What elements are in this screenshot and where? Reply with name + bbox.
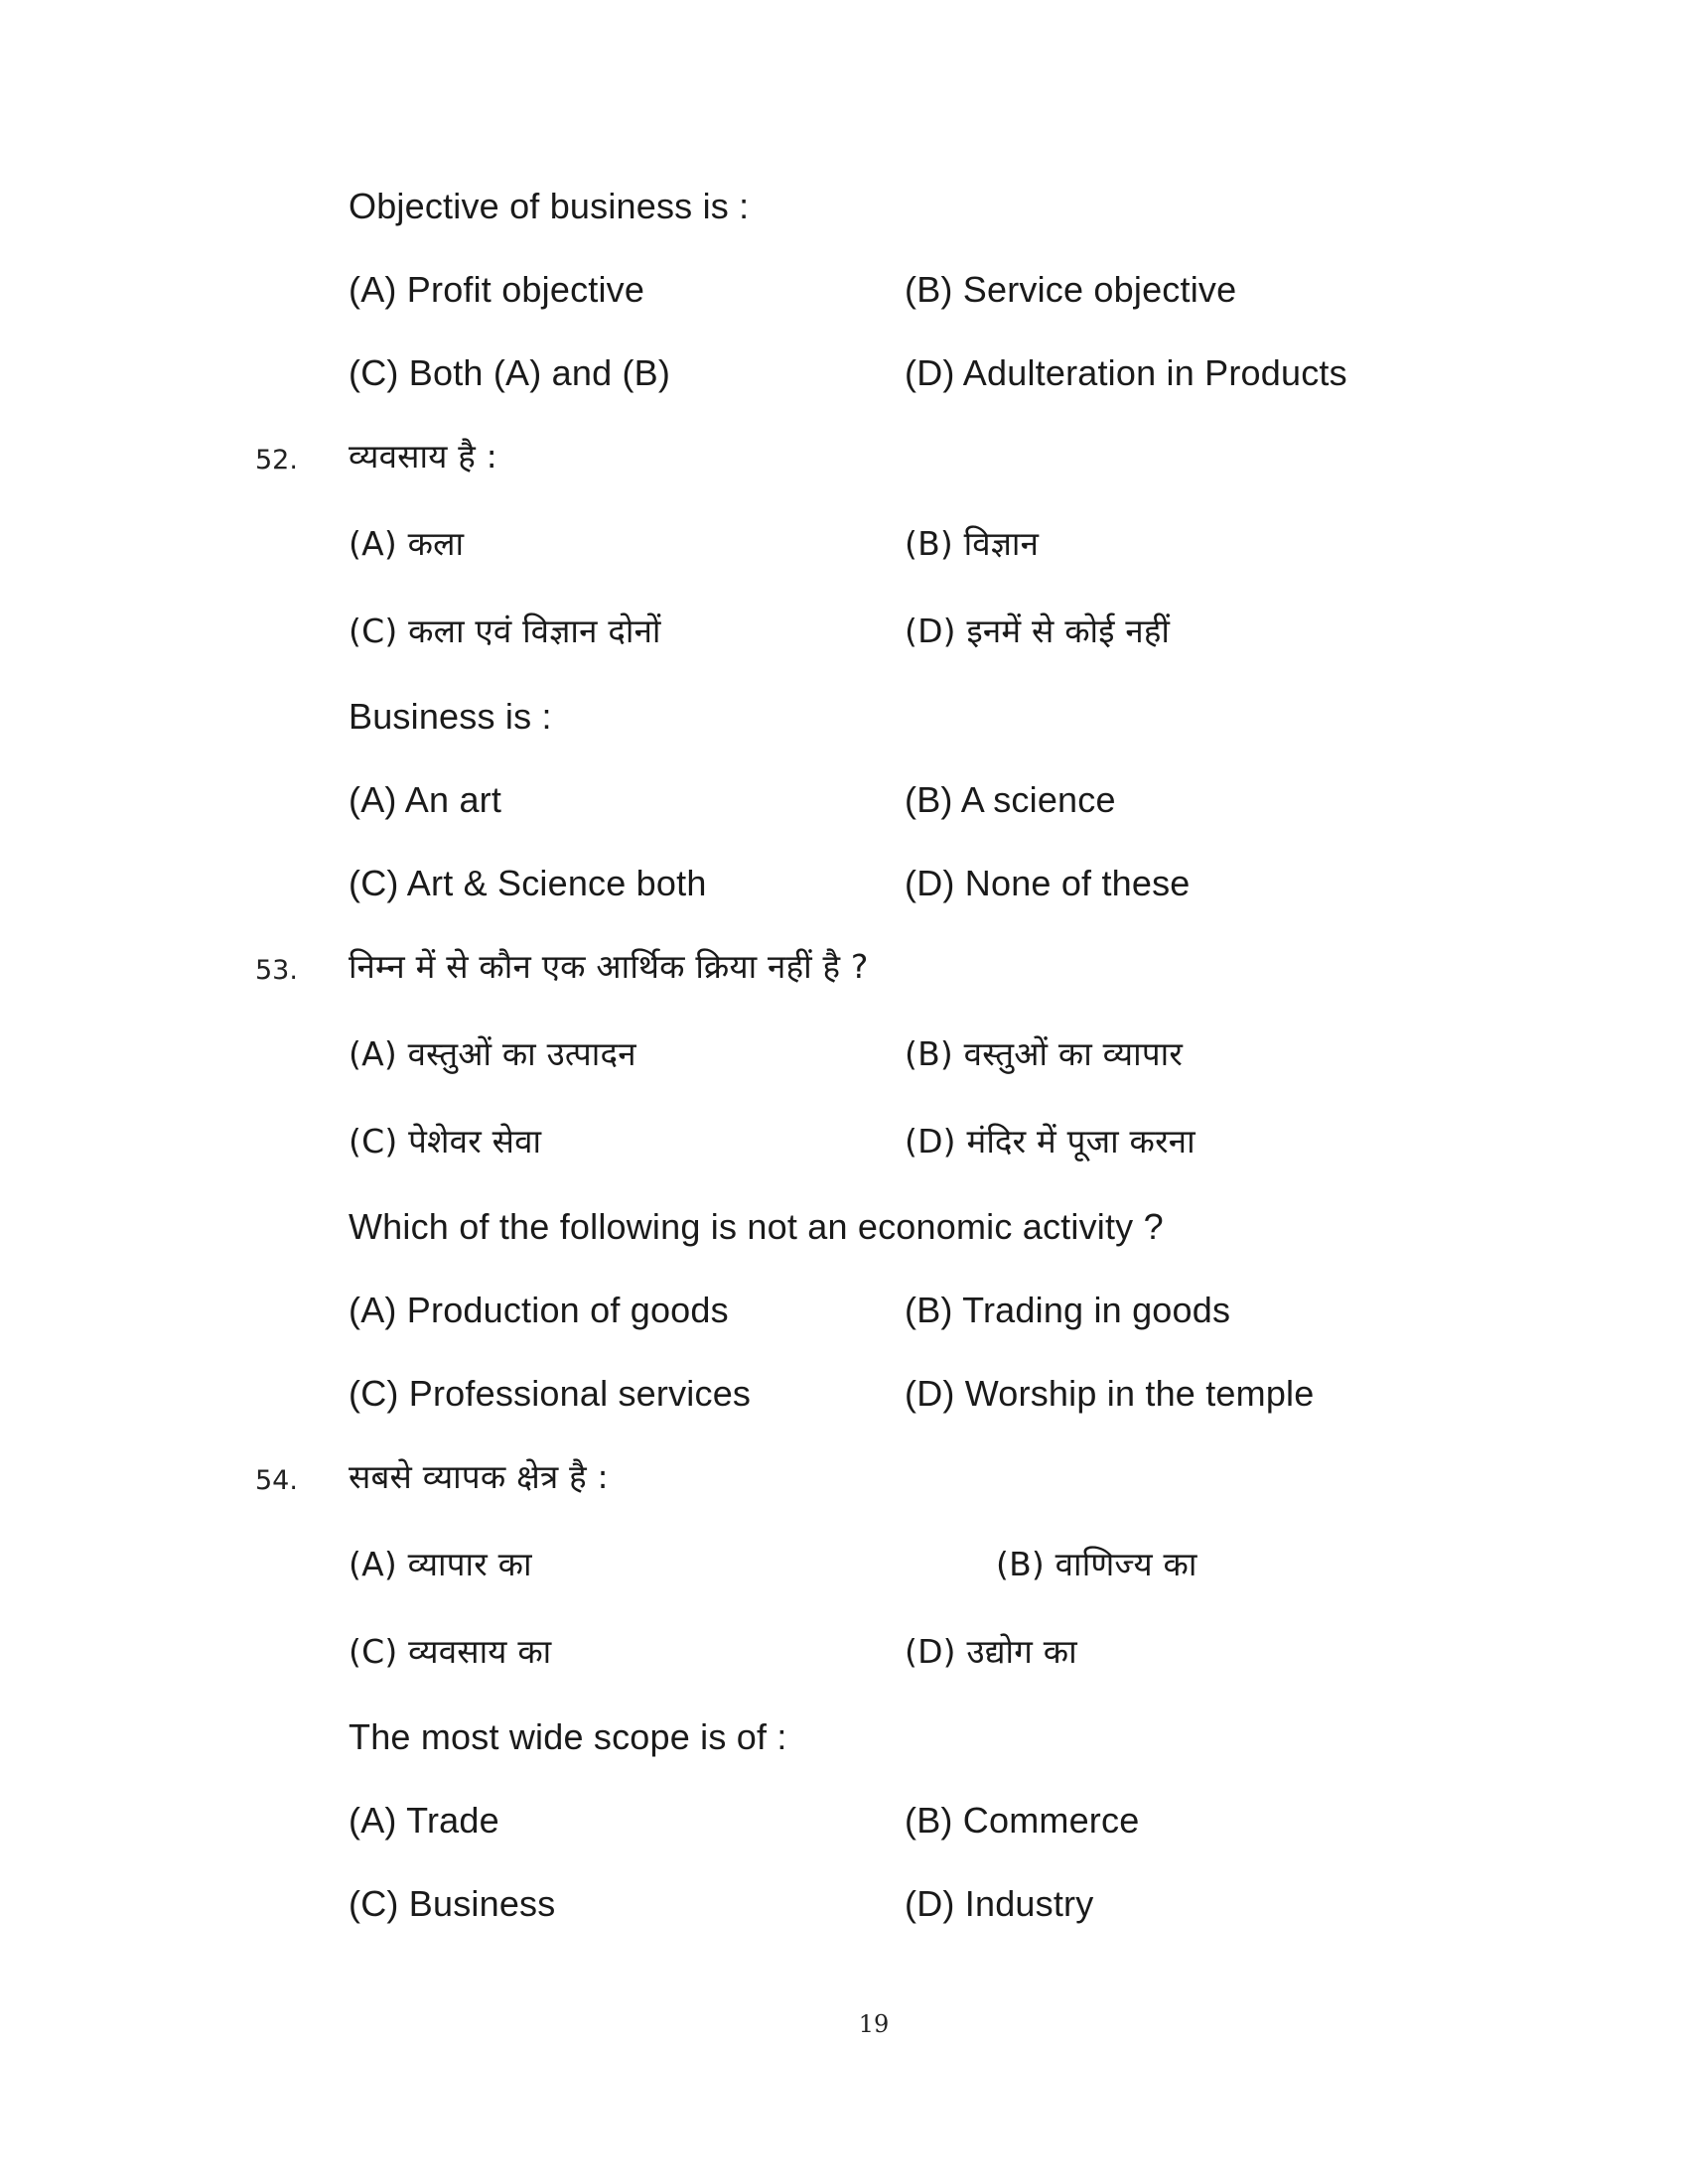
- q52-english-option-d: (D) None of these: [905, 863, 1191, 903]
- q54-english-option-a: (A) Trade: [349, 1800, 499, 1841]
- q54-english-stem: The most wide scope is of :: [349, 1716, 787, 1757]
- q53-hindi-option-c: (C) पेशेवर सेवा: [349, 1122, 542, 1160]
- q51-english-stem: Objective of business is :: [349, 186, 750, 226]
- q52-english-option-c: (C) Art & Science both: [349, 863, 707, 903]
- q51-option-b: (B) Service objective: [905, 269, 1237, 310]
- q54-hindi-stem: सबसे व्यापक क्षेत्र है :: [349, 1457, 609, 1496]
- q53-english-option-a: (A) Production of goods: [349, 1290, 729, 1330]
- q53-english-stem: Which of the following is not an economic activity ?: [349, 1206, 1164, 1247]
- q54-number: 54.: [255, 1465, 298, 1496]
- q53-hindi-option-d: (D) मंदिर में पूजा करना: [905, 1122, 1196, 1160]
- q54-english-option-d: (D) Industry: [905, 1883, 1094, 1924]
- q54-hindi-option-d: (D) उद्योग का: [905, 1632, 1077, 1671]
- q51-option-c: (C) Both (A) and (B): [349, 352, 671, 393]
- q52-hindi-option-c: (C) कला एवं विज्ञान दोनों: [349, 612, 661, 650]
- q54-hindi-option-b: (B) वाणिज्य का: [996, 1545, 1197, 1583]
- q53-english-option-b: (B) Trading in goods: [905, 1290, 1231, 1330]
- q52-english-option-a: (A) An art: [349, 779, 502, 820]
- q52-hindi-option-a: (A) कला: [349, 524, 465, 563]
- q52-hindi-option-b: (B) विज्ञान: [905, 524, 1040, 563]
- q52-hindi-stem: व्यवसाय है :: [349, 437, 497, 476]
- q52-hindi-option-d: (D) इनमें से कोई नहीं: [905, 612, 1171, 650]
- q52-english-option-b: (B) A science: [905, 779, 1116, 820]
- q53-hindi-stem: निम्न में से कौन एक आर्थिक क्रिया नहीं है ?: [349, 947, 869, 986]
- q53-english-option-c: (C) Professional services: [349, 1373, 752, 1414]
- q54-hindi-option-c: (C) व्यवसाय का: [349, 1632, 552, 1671]
- q51-option-d: (D) Adulteration in Products: [905, 352, 1347, 393]
- q53-hindi-option-b: (B) वस्तुओं का व्यापार: [905, 1034, 1184, 1073]
- q53-number: 53.: [255, 955, 298, 986]
- q51-option-a: (A) Profit objective: [349, 269, 645, 310]
- q53-hindi-option-a: (A) वस्तुओं का उत्पादन: [349, 1034, 636, 1073]
- q52-english-stem: Business is :: [349, 696, 552, 737]
- q53-english-option-d: (D) Worship in the temple: [905, 1373, 1315, 1414]
- q52-number: 52.: [255, 445, 298, 476]
- q54-english-option-c: (C) Business: [349, 1883, 556, 1924]
- page-number: 19: [858, 2010, 890, 2038]
- q54-hindi-option-a: (A) व्यापार का: [349, 1545, 532, 1583]
- q54-english-option-b: (B) Commerce: [905, 1800, 1140, 1841]
